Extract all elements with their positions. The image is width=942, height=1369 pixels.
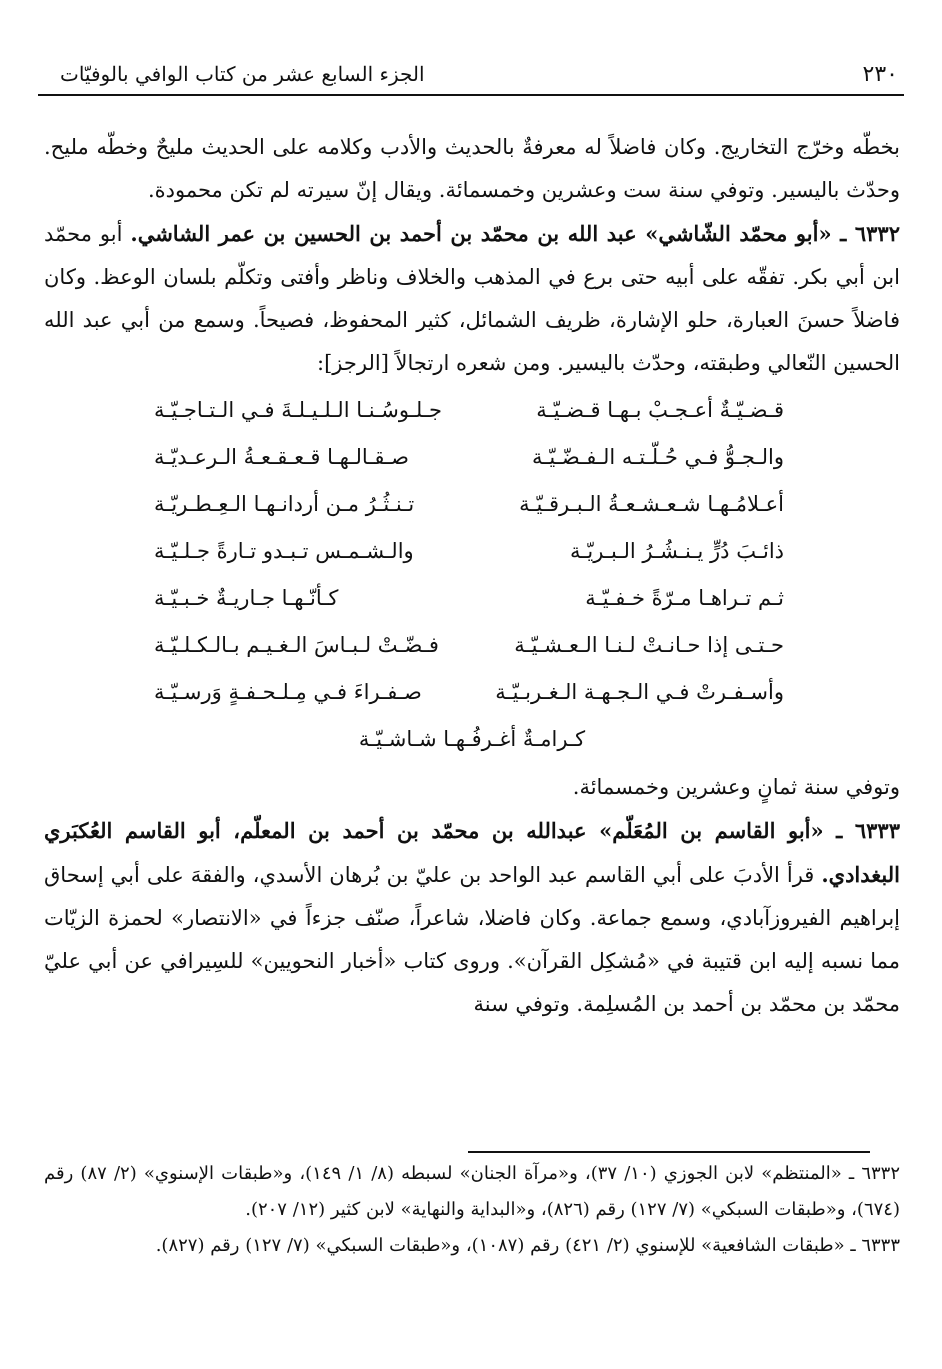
main-text [44,126,900,1026]
verse-second-hemistich: جـلـوسُـنـا الـلـيـلـةَ فـي الـتـاجـيّـة [154,398,442,422]
verse-first-hemistich: ثـم تـراهـا مـرّةً خـفـيّـة [585,586,784,610]
poem-verse [44,669,900,716]
verse-second-hemistich: والـشـمـس تـبـدو تـارةً جـلـيّـة [154,539,414,563]
poem-final-line: كـرامـةٌ أغـرفُـهـا شـاشـيّـة [358,727,586,751]
page-number: ٢٣٠ [862,62,898,87]
poem-verse [44,528,900,575]
verse-first-hemistich: والـجـوُّ فـي حُـلّـتـه الـفـضّـيّـة [531,445,784,469]
verse-second-hemistich: صـقـالـهـا قـعـقـعـةُ الـرعـديّـة [154,445,410,469]
verse-second-hemistich: كـأنّـهـا جـاريـةٌ خـبـيّـة [154,586,339,610]
entry-6332-text: أبو محمّد ابن أبي بكر. تفقّه على أبيه حتى برع في المذهب والخلاف وناظر وأفتى وتكلّم بلسان الوعظ. وكان فاضلاً حسنَ العبارة، حلو الإشارة، ظريف الشمائل، كثير المحفوظ، فصيحاً. وسمع من أبي عبد الله الحسين النّعالي وطبقته، وحدّث باليسير. ومن شعره ارتجالاً [الرجز]: [44,222,900,375]
verse-first-hemistich: قـضـيّـةٌ أعـجـبْ بـهـا قـضـيّـة [536,398,784,422]
verse-second-hemistich: صـفـراءَ فـي مِـلـحـفـةٍ وَرسـيّـة [154,680,422,704]
entry-6332-heading: ٦٣٣٢ ـ «أبو محمّد الشّاشي» عبد الله بن محمّد بن أحمد بن الحسين بن عمر الشاشي. [130,221,900,246]
entry-6332 [44,212,900,385]
verse-second-hemistich: فـضّـتْ لـبـاسَ الـغـيـم بـالـكـلـيّـة [154,633,439,657]
footnote-6333: ٦٣٣٣ ـ «طبقات الشافعية» للإسنوي (٢/ ٤٢١) رقم (١٠٨٧)، و«طبقات السبكي» (٧/ ١٢٧) رقم (٨٢٧). [155,1235,900,1256]
entry-6333-heading: ٦٣٣٣ ـ «أبو القاسم بن المُعَلّم» عبدالله بن محمّد بن أحمد بن المعلّم، أبو القاسم العُكبَري البغدادي. [44,818,900,887]
intro-paragraph: بخطّه وخرّج التخاريج. وكان فاضلاً له معرفةٌ بالحديث والأدب وكلامه على الحديث مليحٌ وخطّه مليح. وحدّث باليسير. وتوفي سنة ست وعشرين وخمسمائة. ويقال إنّ سيرته لم تكن محمودة. [44,135,900,202]
poem-verse [44,622,900,669]
verse-first-hemistich: أعـلامُـهـا شـعـشـعـةُ الـبـرقـيّـة [519,492,784,516]
poem-verse [44,434,900,481]
footnote-separator [468,1151,870,1153]
poem-verse [44,481,900,528]
entry-6333 [44,809,900,1026]
verse-first-hemistich: حـتـى إذا حـانـتْ لـنـا الـعـشـيّـة [514,633,784,657]
running-title: الجزء السابع عشر من كتاب الوافي بالوفيّات [60,62,425,86]
poem-verse [44,575,900,622]
verse-first-hemistich: وأسـفـرتْ فـي الـجـهـة الـغـربـيّـة [495,680,784,704]
running-header [38,58,904,96]
verse-second-hemistich: تـنـثُـرُ مـن أردانـهـا الـعِـطـريّـة [154,492,415,516]
entry-6332-death: وتوفي سنة ثمانٍ وعشرين وخمسمائة. [572,775,900,799]
footnote-6332: ٦٣٣٢ ـ «المنتظم» لابن الجوزي (١٠/ ٣٧)، و«مرآة الجنان» لسبطه (٨/ ١/ ١٤٩)، و«طبقات الإسنوي» (٢/ ٨٧) رقم (٦٧٤)، و«طبقات السبكي» (٧/ ١٢٧) رقم (٨٢٦)، و«البداية والنهاية» لابن كثير (١٢/ ٢٠٧). [44,1163,901,1220]
poem [44,387,900,762]
footnotes [44,1156,900,1264]
poem-verse [44,387,900,434]
verse-first-hemistich: ذائـبَ دُرٍّ يـنـشُـرُ الـبـريّـة [570,539,784,563]
entry-6333-text: قرأ الأدبَ على أبي القاسم عبد الواحد بن عليّ بن بُرهان الأسدي، والفقهَ على أبي إسحاق إبراهيم الفيروزآبادي، وسمع جماعة. وكان فاضلا، شاعراً، صنّف جزءاً في «الانتصار» لحمزة الزيّات مما نسبه إليه ابن قتيبة في «مُشكِل القرآن». وروى كتاب «أخبار النحويين» للسِيرافي عن أبي عليّ محمّد بن محمّد بن أحمد بن المُسلِمة. وتوفي سنة [44,863,900,1016]
